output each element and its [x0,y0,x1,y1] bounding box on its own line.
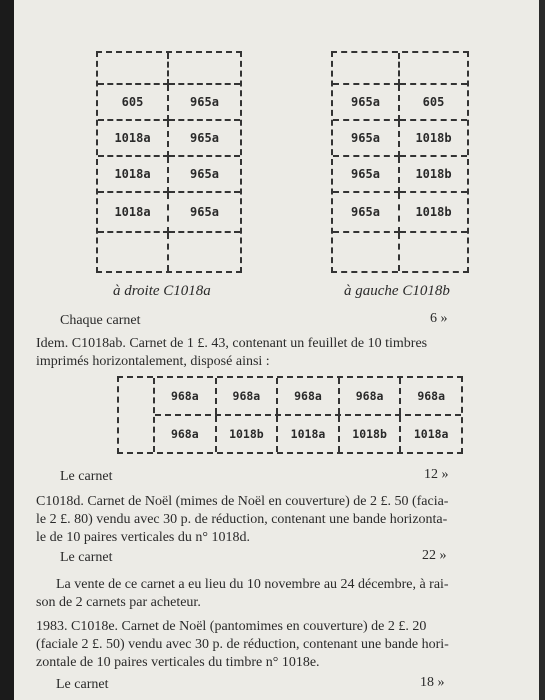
pane-cell: 1018a [278,416,340,452]
page-edge-left [0,0,14,700]
entry-text-line: (faciale 2 £. 50) vendu avec 30 p. de réduction, contenant une bande hori- [36,637,449,652]
entry-text-line: Idem. C1018ab. Carnet de 1 £. 43, contenant un feuillet de 10 timbres [36,336,428,351]
entry-price: 6 » [430,311,448,326]
booklet-cell: 1018b [400,193,467,232]
pane-cell: 968a [417,389,446,403]
booklet-caption-right: à gauche C1018b [344,283,450,299]
pane-cell: 1018b [217,416,279,452]
booklet-cell: 965a [333,157,400,193]
booklet-cell: 965a [169,157,240,193]
booklet-cell [98,53,169,85]
pane-row [155,378,461,414]
entry-text-line: 1983. C1018e. Carnet de Noël (pantomimes en couverture) de 2 £. 20 [36,619,427,634]
note-line: La vente de ce carnet a eu lieu du 10 novembre au 24 décembre, à rai- [56,577,449,592]
entry-label: Chaque carnet [60,313,141,328]
booklet-cell [98,233,169,271]
entry-label: Le carnet [56,677,109,692]
booklet-cell: 1018a [98,121,169,157]
entry-text-line: le de 10 paires verticales du n° 1018d. [36,530,250,545]
booklet-cell [333,53,400,85]
entry-label: Le carnet [60,469,113,484]
booklet-cell: 605 [400,85,467,121]
booklet-cell [333,233,400,271]
booklet-cell: 1018a [98,193,169,232]
booklet-diagram-left [96,51,242,273]
booklet-diagram-right [331,51,469,273]
pane-cell: 968a [217,378,279,414]
booklet-cell: 965a [333,121,400,157]
page-edge-right [539,0,545,700]
entry-price: 12 » [424,467,449,482]
booklet-cell [400,53,467,85]
entry-text-line: zontale de 10 paires verticales du timbre n° 1018e. [36,655,320,670]
booklet-cell [400,233,467,271]
booklet-cell: 1018b [400,157,467,193]
pane-cell: 968a [340,378,402,414]
pane-diagram [117,376,463,454]
pane-cell: 968a [155,378,217,414]
pane-row [155,414,461,452]
booklet-cell [169,233,240,271]
entry-text-line: le 2 £. 80) vendu avec 30 p. de réduction, contenant une bande horizonta- [36,512,448,527]
booklet-caption-left: à droite C1018a [113,283,211,299]
pane-cell: 1018a [413,427,449,441]
booklet-cell: 965a [333,85,400,121]
booklet-cell [169,53,240,85]
entry-text-line: C1018d. Carnet de Noël (mimes de Noël en couverture) de 2 £. 50 (facia- [36,494,449,509]
entry-price: 22 » [422,548,447,563]
booklet-cell: 1018a [98,157,169,193]
entry-price: 18 » [420,675,445,690]
pane-cell: 1018b [340,416,402,452]
pane-cell: 968a [155,416,217,452]
booklet-cell: 965a [169,121,240,157]
booklet-cell: 605 [98,85,169,121]
booklet-cell: 965a [169,193,240,232]
entry-text-line: imprimés horizontalement, disposé ainsi : [36,354,270,369]
pane-cell: 968a [278,378,340,414]
pane-margin [119,378,155,452]
entry-label: Le carnet [60,550,113,565]
booklet-cell: 965a [333,193,400,232]
note-line: son de 2 carnets par acheteur. [36,595,201,610]
booklet-cell: 965a [169,85,240,121]
booklet-cell: 1018b [400,121,467,157]
